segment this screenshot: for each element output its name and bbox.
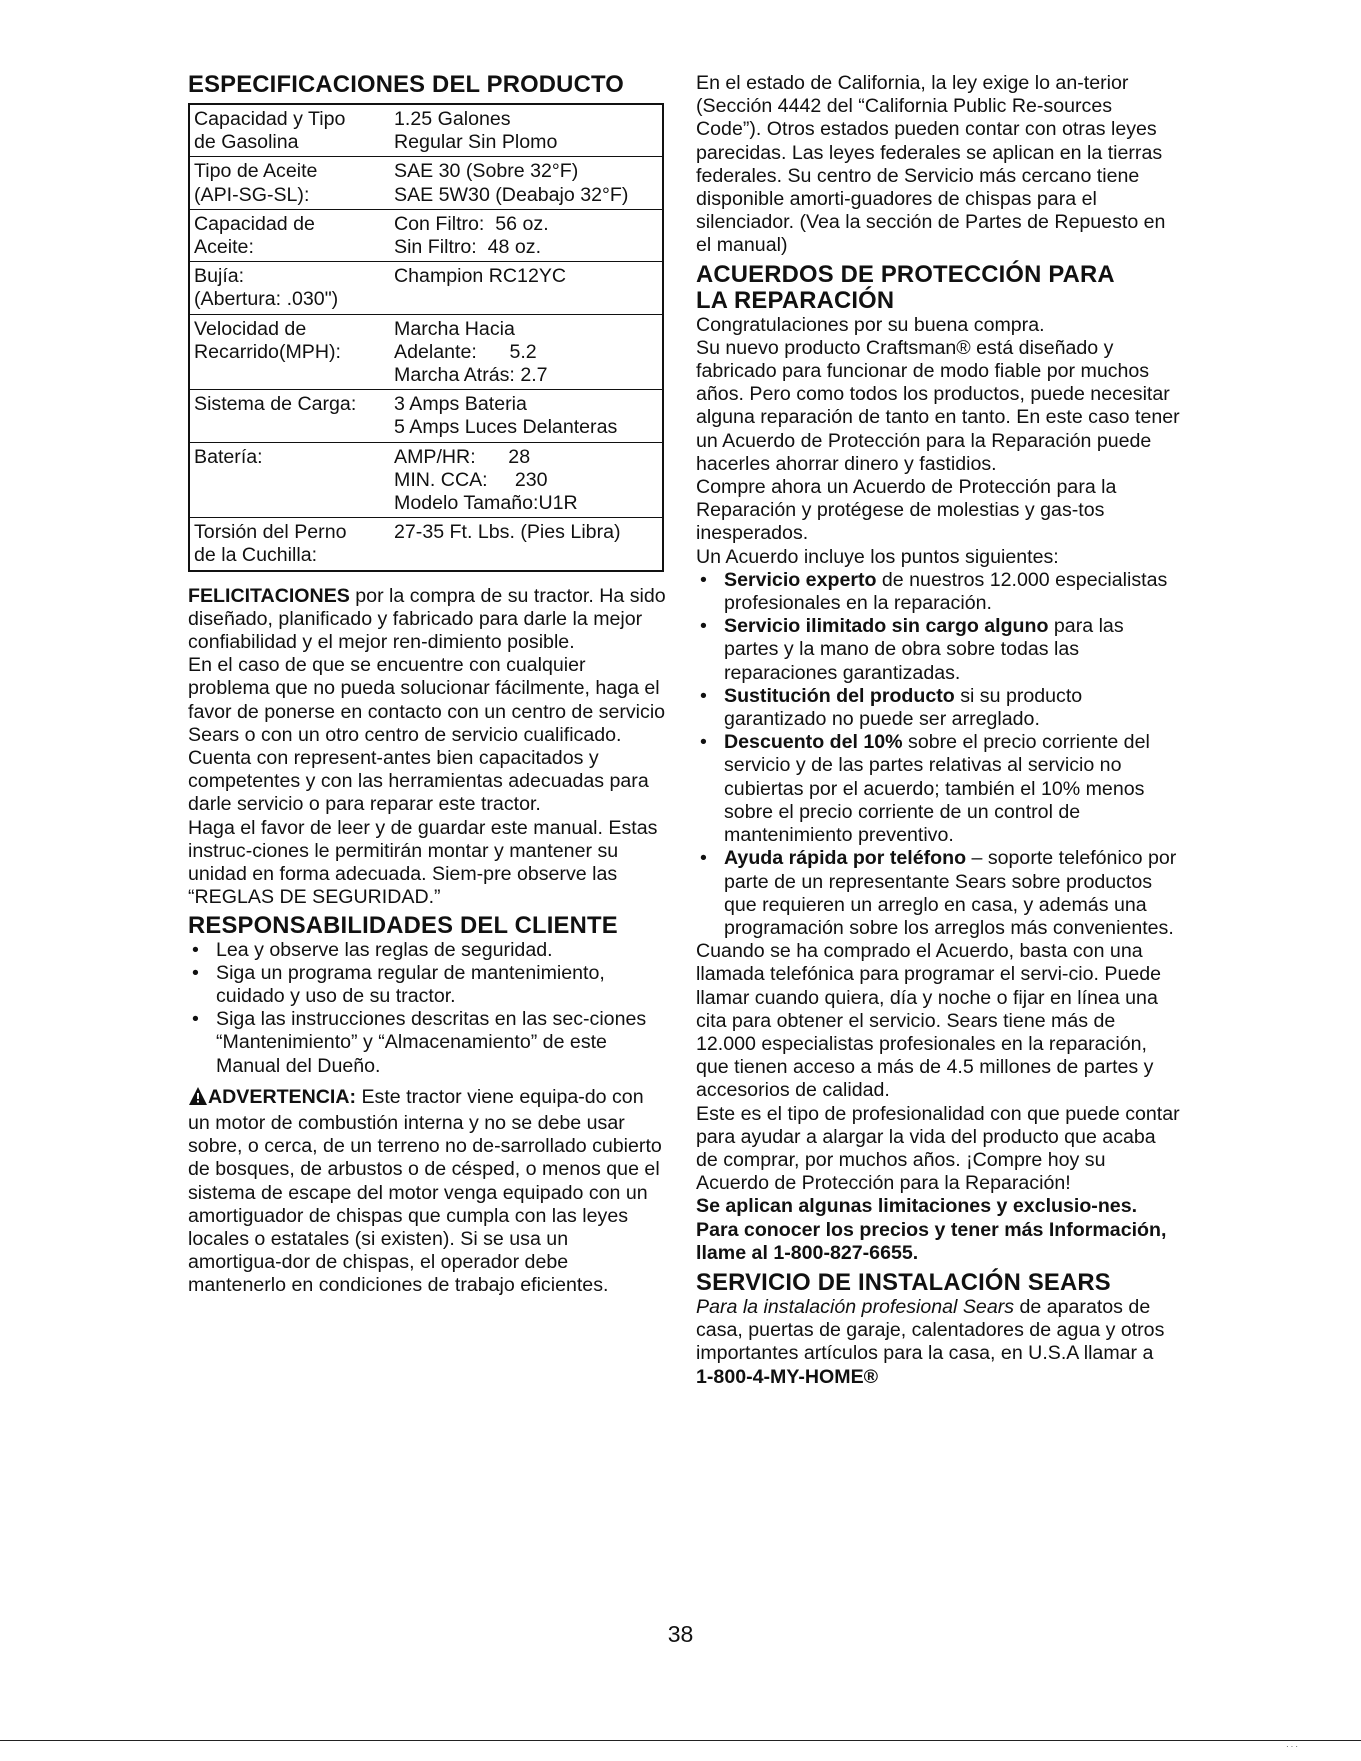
repair-paragraph-1: Su nuevo producto Craftsman® está diseñado y fabricado para funcionar de modo fiable por muchos años. Pero como todos los productos, puede necesitar alguna reparación de tanto en tanto. En este caso tener un Acuerdo de Protección para la Reparación puede hacerles ahorrar dinero y fastidios. [696, 336, 1180, 475]
footer-marks: ··· [1286, 1742, 1300, 1751]
installation-phone: 1-800-4-MY-HOME® [696, 1365, 879, 1388]
list-item: • Servicio ilimitado sin cargo alguno para las partes y la mano de obra sobre todas las reparaciones garantizadas. [700, 615, 1124, 684]
spec-row [189, 390, 663, 442]
repair-intro: Congratulaciones por su buena compra. [696, 313, 1045, 336]
california-paragraph: En el estado de California, la ley exige lo an-terior (Sección 4442 del “California Public Re-sources Code”). Otros estados pueden contar con otras leyes parecidas. Las leyes federales se aplican en la tierras federales. Su centro de Servicio más cercano tiene disponible amorti-guadores de chispas para el silenciador. (Vea la sección de Partes de Repuesto en el manual) [696, 72, 1166, 257]
list-item: • Siga un programa regular de mantenimiento, cuidado y uso de su tractor. [192, 961, 605, 1007]
repair-protection-heading: ACUERDOS DE PROTECCIÓN PARA LA REPARACIÓN [696, 260, 1115, 314]
list-item: • Sustitución del producto si su producto garantizado no puede ser arreglado. [700, 684, 1083, 731]
manual-paragraph: Haga el favor de leer y de guardar este manual. Estas instruc-ciones le permitirán montar y mantener su unidad en forma adecuada. Siem-pre observe las “REGLAS DE SEGURIDAD.” [188, 816, 658, 909]
benefits-list [696, 569, 1180, 940]
repair-paragraph-4: Cuando se ha comprado el Acuerdo, basta con una llamada telefónica para programar el servi-cio. Puede llamar cuando quiera, día y noche o fijar en línea una cita para obtener el servicio. Sears tiene más de 12.000 especialistas profesionales en la reparación, que tienen acceso a más de 4.5 millones de partes y accesorios de calidad. [696, 940, 1162, 1102]
spec-value: AMP/HR: 28 MIN. CCA: 230 Modelo Tamaño:U1R [390, 442, 663, 518]
installation-heading: SERVICIO DE INSTALACIÓN SEARS [696, 1268, 1111, 1296]
congrats-paragraph [188, 585, 666, 655]
spec-key: Velocidad de Recarrido(MPH): [189, 314, 390, 390]
spec-key: Bujía: (Abertura: .030") [189, 262, 390, 314]
right-column [696, 72, 1180, 1389]
installation-paragraph: Para la instalación profesional Sears de aparatos de casa, puertas de garaje, calentadores de agua y otros importantes artículos para la casa, en U.S.A llamar a [696, 1295, 1165, 1365]
spec-key: Batería: [189, 442, 390, 518]
left-column [188, 72, 666, 1298]
warning-label: ADVERTENCIA: [208, 1085, 357, 1108]
spec-row [189, 209, 663, 261]
spec-value: Champion RC12YC [390, 262, 663, 314]
spec-row [189, 518, 663, 571]
spec-row [189, 442, 663, 518]
warning-text: Este tractor viene equipa-do con un motor de combustión interna y no se debe usar sobre, o cerca, de un terreno no de-sarrollado cubierto de bosques, de arbustos o de césped, o menos que el sistema de escape del motor venga equipado con un amortiguador de chispas que cumpla con las leyes locales o estatales (si existen). Si se usa un amortigua-dor de chispas, el operador debe mantenerlo en condiciones de trabajo eficientes. [188, 1085, 662, 1297]
congrats-bold: FELICITACIONES [188, 584, 350, 607]
spec-value: SAE 30 (Sobre 32°F) SAE 5W30 (Deabajo 32°F) [390, 157, 663, 209]
spec-row [189, 157, 663, 209]
repair-paragraph-5: Este es el tipo de profesionalidad con que puede contar para ayudar a alargar la vida del producto que acaba de comprar, por muchos años. ¡Compre hoy su Acuerdo de Protección para la Reparación! [696, 1102, 1180, 1195]
list-item: • Siga las instrucciones descritas en las sec-ciones “Mantenimiento” y “Almacenamiento” de este Manual del Dueño. [192, 1008, 647, 1077]
list-item: • Lea y observe las reglas de seguridad. [192, 938, 553, 961]
list-item: • Servicio experto de nuestros 12.000 especialistas profesionales en la reparación. [700, 568, 1168, 615]
list-item: • Ayuda rápida por teléfono – soporte telefónico por parte de un representante Sears sobre productos que requieren un arreglo en casa, y además una programación sobre los arreglos más convenientes. [700, 847, 1177, 939]
service-paragraph: En el caso de que se encuentre con cualquier problema que no pueda solucionar fácilmente, haga el favor de ponerse en contacto con un centro de servicio Sears o con un otro centro de servicio cualificado. Cuenta con represent-antes bien capacitados y competentes y con las herramientas adecuadas para darle servicio o para reparar este tractor. [188, 654, 666, 816]
page-number: 38 [667, 1621, 694, 1647]
repair-paragraph-3: Un Acuerdo incluye los puntos siguientes: [696, 545, 1059, 568]
spec-key: Capacidad de Aceite: [189, 209, 390, 261]
spec-value: Con Filtro: 56 oz. Sin Filtro: 48 oz. [390, 209, 663, 261]
congrats-text: por la compra de su tractor. Ha sido diseñado, planificado y fabricado para darle la mejor confiabilidad y el mejor ren-dimiento posible. [188, 584, 666, 654]
spec-value: 27-35 Ft. Lbs. (Pies Libra) [390, 518, 663, 571]
responsibilities-heading: RESPONSABILIDADES DEL CLIENTE [188, 911, 618, 939]
spec-key: Tipo de Aceite (API-SG-SL): [189, 157, 390, 209]
spec-value: 3 Amps Bateria 5 Amps Luces Delanteras [390, 390, 663, 442]
warning-paragraph [188, 1086, 666, 1298]
spec-value: Marcha Hacia Adelante: 5.2 Marcha Atrás: 2.7 [390, 314, 663, 390]
warning-triangle-icon [188, 1086, 208, 1112]
spec-value: 1.25 Galones Regular Sin Plomo [394, 108, 558, 154]
spec-key: Sistema de Carga: [189, 390, 390, 442]
spec-key: Torsión del Perno de la Cuchilla: [189, 518, 390, 571]
spec-key: Capacidad y Tipo de Gasolina [194, 108, 346, 154]
spec-table [188, 103, 664, 572]
spec-row [189, 314, 663, 390]
limitations-notice: Se aplican algunas limitaciones y exclusio-nes. Para conocer los precios y tener más Información, llame al 1-800-827-6655. [696, 1195, 1167, 1264]
list-item: • Descuento del 10% sobre el precio corriente del servicio y de las partes relativas al servicio no cubiertas por el acuerdo; también el 10% menos sobre el precio corriente de un control de mantenimiento preventivo. [700, 731, 1150, 847]
spec-heading: ESPECIFICACIONES DEL PRODUCTO [188, 71, 624, 98]
footer-rule [0, 1740, 1361, 1741]
spec-row [189, 104, 663, 157]
repair-paragraph-2: Compre ahora un Acuerdo de Protección para la Reparación y protégese de molestias y gas-tos inesperados. [696, 476, 1117, 545]
spec-row [189, 262, 663, 314]
responsibilities-list [188, 939, 666, 1078]
